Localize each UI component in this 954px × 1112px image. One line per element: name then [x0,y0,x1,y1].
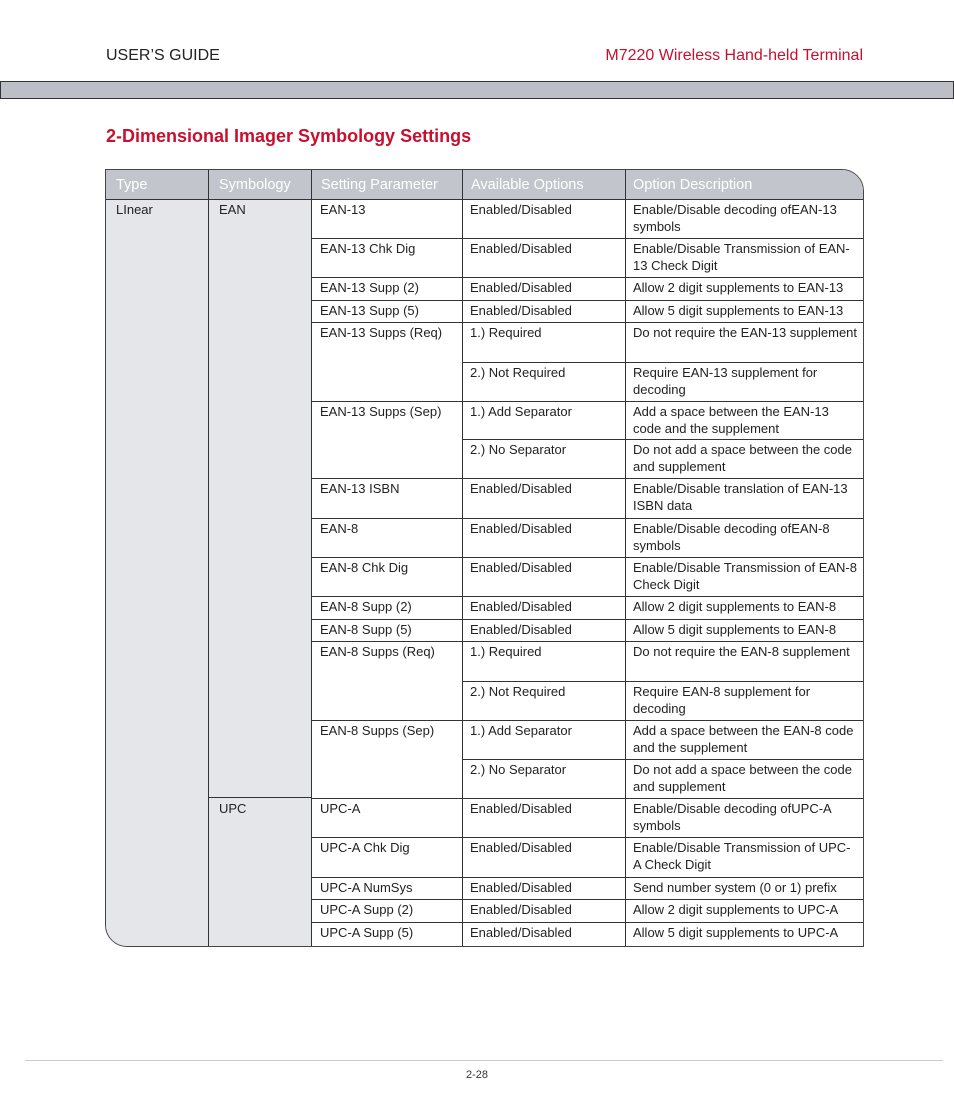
header-bar [0,81,954,99]
row-divider [311,619,863,620]
setting-parameter-cell: EAN-8 Chk Dig [320,560,409,575]
available-option-cell: Enabled/Disabled [470,280,572,295]
footer-rule [25,1060,943,1061]
row-divider [462,759,863,760]
available-option-cell: Enabled/Disabled [470,481,572,496]
symbology-divider [209,797,311,798]
header-symbology: Symbology [219,177,291,193]
available-option-cell: 1.) Required [470,644,542,659]
symbology-column-bg [209,170,311,946]
table-row [312,363,863,401]
setting-parameter-cell [312,682,462,720]
table-row [312,597,863,619]
table-row [312,402,863,439]
row-divider [462,439,863,440]
row-divider [311,922,863,923]
page-number: 2-28 [465,1069,489,1081]
setting-parameter-cell [312,363,462,401]
row-divider [311,322,863,323]
table-row [312,440,863,478]
row-divider [311,277,863,278]
available-option-cell: Enabled/Disabled [470,880,572,895]
header-available-options: Available Options [471,177,584,193]
available-option-cell: Enabled/Disabled [470,202,572,217]
table-row [312,479,863,518]
setting-parameter-cell: UPC-A Supp (2) [320,902,414,917]
header-type: Type [116,177,148,193]
available-option-cell: 2.) No Separator [470,442,567,457]
available-option-cell: 1.) Add Separator [470,404,572,419]
header-product-name: M7220 Wireless Hand-held Terminal [605,47,863,64]
option-description-cell: Allow 2 digit supplements to EAN-8 [633,599,837,614]
option-description-cell: Allow 2 digit supplements to UPC-A [633,902,839,917]
option-description-cell: Allow 5 digit supplements to EAN-13 [633,303,844,318]
row-divider [311,401,863,402]
setting-parameter-cell: EAN-13 Supp (2) [320,280,419,295]
table-row [312,278,863,300]
table-row [312,923,863,946]
setting-parameter-cell: EAN-8 Supps (Req) [320,644,435,659]
row-divider [311,899,863,900]
row-divider [311,837,863,838]
option-description-cell: Require EAN-8 supplement for decoding [633,684,811,716]
setting-parameter-cell [312,760,462,798]
option-description-cell: Enable/Disable Transmission of UPC-A Check Digit [633,840,851,872]
row-divider [462,362,863,363]
available-option-cell: Enabled/Disabled [470,599,572,614]
setting-parameter-cell [312,440,462,478]
option-description-cell: Allow 5 digit supplements to UPC-A [633,925,839,940]
option-description-cell: Enable/Disable translation of EAN-13 ISBN data [633,481,848,513]
table-header-row [106,170,863,200]
row-divider [311,596,863,597]
option-description-cell: Do not add a space between the code and supplement [633,762,852,794]
option-description-cell: Enable/Disable Transmission of EAN-8 Check Digit [633,560,857,592]
table-row [312,519,863,557]
available-option-cell: Enabled/Disabled [470,902,572,917]
available-option-cell: 1.) Required [470,325,542,340]
option-description-cell: Do not require the EAN-13 supplement [633,325,858,340]
available-option-cell: Enabled/Disabled [470,241,572,256]
table-row [312,323,863,362]
table-row [312,878,863,899]
table-row [312,682,863,720]
available-option-cell: 1.) Add Separator [470,723,572,738]
setting-parameter-cell: EAN-8 Supps (Sep) [320,723,435,738]
available-option-cell: 2.) Not Required [470,365,566,380]
table-row [312,620,863,641]
table-row [312,200,863,238]
option-description-cell: Add a space between the EAN-8 code and the supplement [633,723,854,755]
symbology-cell-upc: UPC [219,801,247,816]
header-guide-label: USER’S GUIDE [106,47,220,64]
setting-parameter-cell: EAN-8 Supp (5) [320,622,412,637]
setting-parameter-cell: EAN-8 [320,521,359,536]
setting-parameter-cell: UPC-A NumSys [320,880,413,895]
setting-parameter-cell: UPC-A [320,801,361,816]
row-divider [462,681,863,682]
row-divider [311,877,863,878]
header-option-description: Option Description [633,177,753,193]
divider-type [208,170,209,946]
row-divider [311,478,863,479]
symbology-cell-ean: EAN [219,202,246,217]
table-row [312,239,863,277]
row-divider [311,238,863,239]
table-row [312,642,863,681]
header-setting-parameter: Setting Parameter [321,177,438,193]
option-description-cell: Allow 5 digit supplements to EAN-8 [633,622,837,637]
available-option-cell: 2.) No Separator [470,762,567,777]
option-description-cell: Allow 2 digit supplements to EAN-13 [633,280,844,295]
setting-parameter-cell: EAN-8 Supp (2) [320,599,412,614]
section-title: 2-Dimensional Imager Symbology Settings [106,126,472,146]
option-description-cell: Do not add a space between the code and supplement [633,442,852,474]
option-description-cell: Enable/Disable decoding ofEAN-13 symbols [633,202,837,234]
option-description-cell: Send number system (0 or 1) prefix [633,880,837,895]
symbology-settings-table [105,169,864,947]
row-divider [311,720,863,721]
setting-parameter-cell: EAN-13 Supps (Req) [320,325,443,340]
option-description-cell: Do not require the EAN-8 supplement [633,644,850,659]
setting-parameter-cell: EAN-13 [320,202,366,217]
setting-parameter-cell: EAN-13 Chk Dig [320,241,416,256]
table-row [312,799,863,837]
table-row [312,900,863,922]
setting-parameter-cell: UPC-A Supp (5) [320,925,414,940]
setting-parameter-cell: UPC-A Chk Dig [320,840,410,855]
setting-parameter-cell: EAN-13 Supp (5) [320,303,419,318]
available-option-cell: Enabled/Disabled [470,840,572,855]
table-row [312,760,863,798]
available-option-cell: Enabled/Disabled [470,801,572,816]
row-divider [311,518,863,519]
type-column-bg [106,170,208,946]
available-option-cell: Enabled/Disabled [470,560,572,575]
available-option-cell: 2.) Not Required [470,684,566,699]
table-row [312,558,863,596]
row-divider [311,798,863,799]
option-description-cell: Enable/Disable decoding ofUPC-A symbols [633,801,832,833]
option-description-cell: Enable/Disable decoding ofEAN-8 symbols [633,521,830,553]
row-divider [311,557,863,558]
available-option-cell: Enabled/Disabled [470,521,572,536]
available-option-cell: Enabled/Disabled [470,925,572,940]
row-divider [311,300,863,301]
setting-parameter-cell: EAN-13 Supps (Sep) [320,404,442,419]
row-divider [311,641,863,642]
setting-parameter-cell: EAN-13 ISBN [320,481,400,496]
table-row [312,838,863,877]
available-option-cell: Enabled/Disabled [470,622,572,637]
table-row [312,301,863,322]
option-description-cell: Enable/Disable Transmission of EAN-13 Check Digit [633,241,850,273]
option-description-cell: Require EAN-13 supplement for decoding [633,365,818,397]
type-cell: LInear [116,202,153,217]
table-row [312,721,863,759]
option-description-cell: Add a space between the EAN-13 code and the supplement [633,404,829,436]
available-option-cell: Enabled/Disabled [470,303,572,318]
